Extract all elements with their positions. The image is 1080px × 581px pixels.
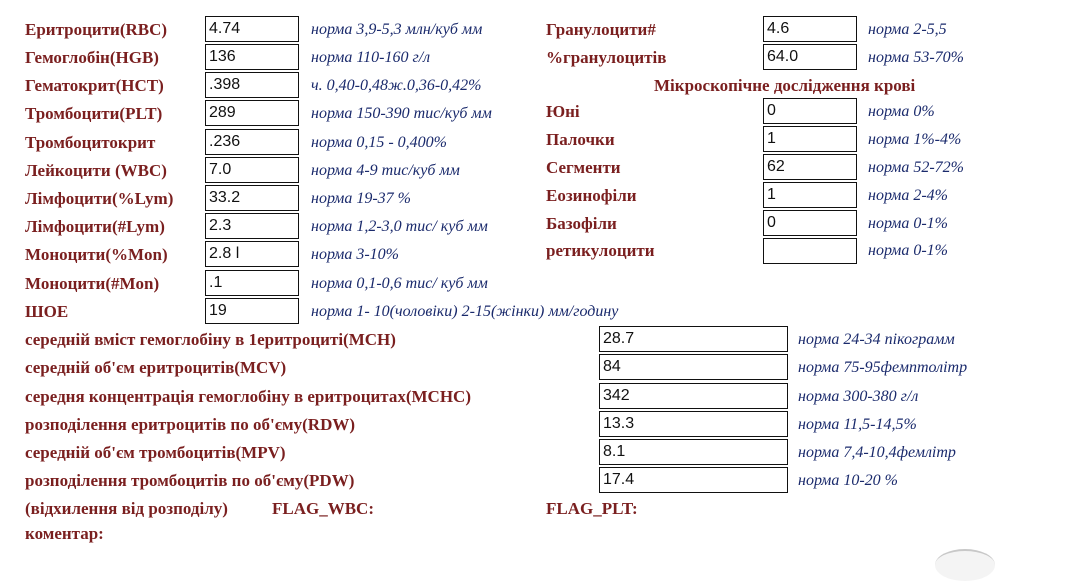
mon-percent-value-field[interactable]: 2.8 l bbox=[205, 241, 299, 267]
granulocytes-percent-norm: норма 53-70% bbox=[868, 49, 965, 66]
pct-label: Тромбоцитокрит bbox=[25, 133, 156, 152]
basophils-label: Базофіли bbox=[546, 214, 617, 233]
lym-abs-label: Лімфоцити(#Lym) bbox=[25, 217, 165, 236]
mchc-value-field[interactable]: 342 bbox=[599, 383, 788, 409]
flag-plt-label: FLAG_PLT: bbox=[546, 499, 638, 518]
rdw-label: розподілення еритроцитів по об'єму(RDW) bbox=[25, 415, 356, 434]
rbc-norm: норма 3,9-5,3 млн/куб мм bbox=[311, 21, 483, 38]
hct-norm: ч. 0,40-0,48ж.0,36-0,42% bbox=[311, 77, 482, 94]
hct-value-field[interactable]: .398 bbox=[205, 72, 299, 98]
lym-percent-value-field[interactable]: 33.2 bbox=[205, 185, 299, 211]
mcv-label: середній об'єм еритроцитів(MCV) bbox=[25, 358, 287, 377]
deviation-label: (відхилення від розподілу) bbox=[25, 499, 228, 518]
rbc-value-field[interactable]: 4.74 bbox=[205, 16, 299, 42]
reticulocytes-label: ретикулоцити bbox=[546, 241, 655, 260]
young-cells-norm: норма 0% bbox=[868, 103, 935, 120]
mch-value-field[interactable]: 28.7 bbox=[599, 326, 788, 352]
basophils-value-field[interactable]: 0 bbox=[763, 210, 857, 236]
mpv-label: середній об'єм тромбоцитів(MPV) bbox=[25, 443, 286, 462]
segmented-cells-value-field[interactable]: 62 bbox=[763, 154, 857, 180]
flag-wbc-label: FLAG_WBC: bbox=[272, 499, 374, 518]
mon-abs-label: Моноцити(#Mon) bbox=[25, 274, 160, 293]
hgb-value-field[interactable]: 136 bbox=[205, 44, 299, 70]
pct-value-field[interactable]: .236 bbox=[205, 129, 299, 155]
band-cells-value-field[interactable]: 1 bbox=[763, 126, 857, 152]
mon-percent-norm: норма 3-10% bbox=[311, 246, 400, 263]
microscopy-section-title: Мікроскопічне дослідження крові bbox=[654, 76, 916, 95]
reticulocytes-norm: норма 0-1% bbox=[868, 242, 949, 259]
eosinophils-norm: норма 2-4% bbox=[868, 187, 949, 204]
wbc-value-field[interactable]: 7.0 bbox=[205, 157, 299, 183]
mch-norm: норма 24-34 пікограмм bbox=[798, 331, 955, 348]
lym-abs-value-field[interactable]: 2.3 bbox=[205, 213, 299, 239]
esr-value-field[interactable]: 19 bbox=[205, 298, 299, 324]
eosinophils-value-field[interactable]: 1 bbox=[763, 182, 857, 208]
wbc-label: Лейкоцити (WBC) bbox=[25, 161, 167, 180]
granulocytes-percent-label: %гранулоцитів bbox=[546, 48, 667, 67]
mchc-norm: норма 300-380 г/л bbox=[798, 388, 919, 405]
rbc-label: Еритроцити(RBC) bbox=[25, 20, 168, 39]
mon-percent-label: Моноцити(%Mon) bbox=[25, 245, 168, 264]
page-corner-decoration bbox=[935, 549, 995, 581]
granulocytes-abs-norm: норма 2-5,5 bbox=[868, 21, 947, 38]
young-cells-label: Юні bbox=[546, 102, 580, 121]
pdw-value-field[interactable]: 17.4 bbox=[599, 467, 788, 493]
eosinophils-label: Еозинофіли bbox=[546, 186, 637, 205]
hgb-norm: норма 110-160 г/л bbox=[311, 49, 431, 66]
rdw-value-field[interactable]: 13.3 bbox=[599, 411, 788, 437]
mcv-value-field[interactable]: 84 bbox=[599, 354, 788, 380]
hgb-label: Гемоглобін(HGB) bbox=[25, 48, 159, 67]
basophils-norm: норма 0-1% bbox=[868, 215, 949, 232]
band-cells-norm: норма 1%-4% bbox=[868, 131, 962, 148]
granulocytes-abs-label: Гранулоцити# bbox=[546, 20, 656, 39]
segmented-cells-label: Сегменти bbox=[546, 158, 621, 177]
esr-norm: норма 1- 10(чоловіки) 2-15(жінки) мм/годину bbox=[311, 303, 619, 320]
mchc-label: середня концентрація гемоглобіну в еритроцитах(MCHC) bbox=[25, 387, 471, 406]
mon-abs-value-field[interactable]: .1 bbox=[205, 270, 299, 296]
mon-abs-norm: норма 0,1-0,6 тис/ куб мм bbox=[311, 275, 488, 292]
comment-label: коментар: bbox=[25, 524, 104, 543]
lym-abs-norm: норма 1,2-3,0 тис/ куб мм bbox=[311, 218, 488, 235]
reticulocytes-value-field[interactable] bbox=[763, 238, 857, 264]
mch-label: середній вміст гемоглобіну в 1еритроциті(MCH) bbox=[25, 330, 396, 349]
mcv-norm: норма 75-95фемптолітр bbox=[798, 359, 968, 376]
mpv-value-field[interactable]: 8.1 bbox=[599, 439, 788, 465]
band-cells-label: Палочки bbox=[546, 130, 615, 149]
hct-label: Гематокрит(HCT) bbox=[25, 76, 164, 95]
plt-value-field[interactable]: 289 bbox=[205, 100, 299, 126]
granulocytes-abs-value-field[interactable]: 4.6 bbox=[763, 16, 857, 42]
rdw-norm: норма 11,5-14,5% bbox=[798, 416, 917, 433]
lym-percent-norm: норма 19-37 % bbox=[311, 190, 412, 207]
mpv-norm: норма 7,4-10,4фемлітр bbox=[798, 444, 956, 461]
pdw-label: розподілення тромбоцитів по об'єму(PDW) bbox=[25, 471, 355, 490]
esr-label: ШОЕ bbox=[25, 302, 69, 321]
plt-label: Тромбоцити(PLT) bbox=[25, 104, 163, 123]
lym-percent-label: Лімфоцити(%Lym) bbox=[25, 189, 174, 208]
pct-norm: норма 0,15 - 0,400% bbox=[311, 134, 448, 151]
wbc-norm: норма 4-9 тис/куб мм bbox=[311, 162, 460, 179]
granulocytes-percent-value-field[interactable]: 64.0 bbox=[763, 44, 857, 70]
segmented-cells-norm: норма 52-72% bbox=[868, 159, 965, 176]
young-cells-value-field[interactable]: 0 bbox=[763, 98, 857, 124]
pdw-norm: норма 10-20 % bbox=[798, 472, 899, 489]
plt-norm: норма 150-390 тис/куб мм bbox=[311, 105, 492, 122]
